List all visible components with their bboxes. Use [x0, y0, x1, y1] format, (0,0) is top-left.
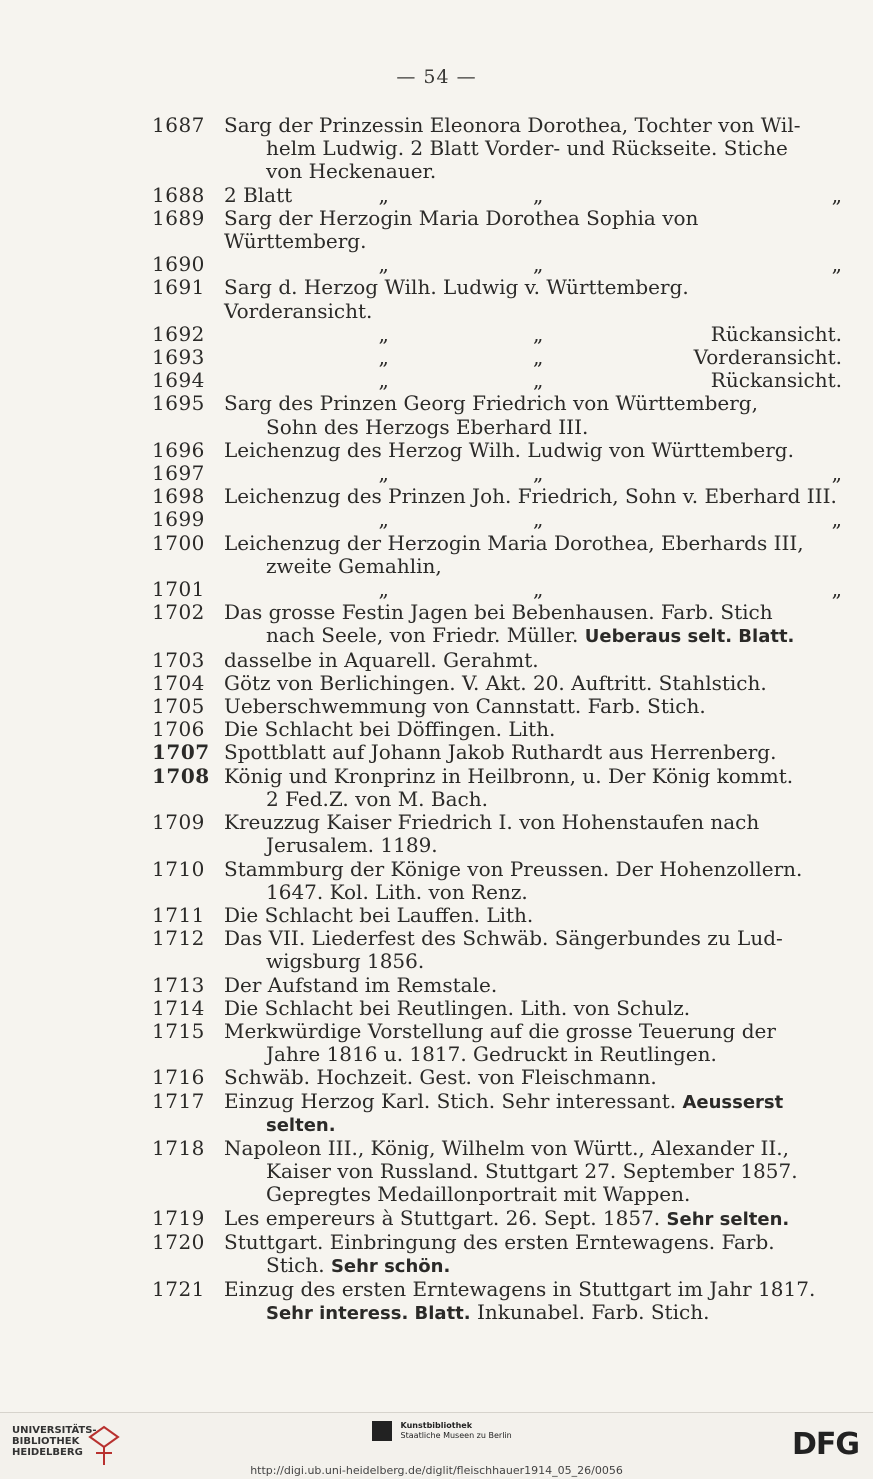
ditto-mark: [224, 462, 379, 485]
catalog-entry: [152, 578, 842, 601]
catalog-entry: [152, 1137, 842, 1207]
ditto-mark: [224, 323, 379, 346]
entry-line: Die Schlacht bei Reutlingen. Lith. von Schulz.: [224, 995, 691, 1020]
entry-text: [224, 927, 842, 973]
entry-text: [224, 649, 842, 672]
entry-text: [224, 765, 842, 811]
entry-text: [224, 1231, 842, 1278]
entry-line: Spottblatt auf Johann Jakob Ruthardt aus Herrenberg.: [224, 740, 777, 765]
ditto-mark: „: [378, 182, 389, 207]
ditto-mark: „: [831, 461, 842, 486]
entry-text: [224, 1066, 842, 1089]
catalog-entry: [152, 601, 842, 648]
entry-text: [224, 1137, 842, 1207]
entry-line: Leichenzug des Herzog Wilh. Ludwig von Württemberg.: [224, 437, 794, 462]
entry-line: Sohn des Herzogs Eberhard III.: [266, 414, 589, 439]
catalog-entry: [152, 485, 842, 508]
catalog-entry: [152, 114, 842, 184]
entry-text: [224, 974, 842, 997]
library-mark-icon: [88, 1423, 120, 1467]
entry-line-text: nach Seele, von Friedr. Müller.: [266, 623, 579, 648]
entry-text: [224, 323, 842, 346]
entry-number: 1710: [152, 856, 205, 881]
ditto-mark: „: [378, 321, 389, 346]
entry-line-text: Inkunabel. Farb. Stich.: [477, 1300, 710, 1325]
entry-line: Das VII. Liederfest des Schwäb. Sängerbundes zu Lud-: [224, 926, 783, 951]
entry-text: [224, 741, 842, 764]
catalog-entry: [152, 718, 842, 741]
entry-line: Ueberschwemmung von Cannstatt. Farb. Stich.: [224, 694, 706, 719]
entry-text: [224, 508, 842, 531]
ditto-mark: „: [831, 577, 842, 602]
ditto-line: [224, 253, 842, 276]
ditto-mark: [224, 346, 379, 369]
ditto-mark: [224, 578, 379, 601]
catalog-entry: [152, 858, 842, 904]
catalog-entry: [152, 323, 842, 346]
ditto-line: [224, 462, 842, 485]
entry-number: 1713: [152, 972, 205, 997]
catalog-entry: [152, 276, 842, 322]
entry-line: Die Schlacht bei Lauffen. Lith.: [224, 902, 534, 927]
catalog-entry: [152, 765, 842, 811]
entry-number: 1708: [152, 763, 210, 788]
entry-number: 1717: [152, 1088, 205, 1113]
entry-line: König und Kronprinz in Heilbronn, u. Der König kommt.: [224, 763, 794, 788]
catalog-entry: [152, 1207, 842, 1231]
entry-line: Götz von Berlichingen. V. Akt. 20. Auftritt. Stahlstich.: [224, 670, 767, 695]
entry-text: [224, 811, 842, 857]
entry-number: 1704: [152, 670, 205, 695]
ditto-line: [224, 184, 842, 207]
entry-number: 1697: [152, 461, 205, 486]
entry-text: [224, 1020, 842, 1066]
entry-number: 1718: [152, 1135, 205, 1160]
catalog-entry: [152, 927, 842, 973]
entry-number: 1705: [152, 694, 205, 719]
catalog-entry: [152, 672, 842, 695]
entry-line: dasselbe in Aquarell. Gerahmt.: [224, 647, 539, 672]
entry-text: [224, 392, 842, 438]
entry-line-text: Les empereurs à Stuttgart. 26. Sept. 1857.: [224, 1205, 661, 1230]
ditto-mark: „: [533, 461, 544, 486]
ditto-mark: [224, 369, 379, 392]
catalog-entry: [152, 1090, 842, 1137]
entry-text: [224, 114, 842, 184]
ditto-mark: „: [533, 252, 544, 277]
entry-line: Das grosse Festin Jagen bei Bebenhausen. Farb. Stich: [224, 600, 773, 625]
entry-line: Leichenzug des Prinzen Joh. Friedrich, Sohn v. Eberhard III.: [224, 484, 837, 509]
catalog-entry: [152, 253, 842, 276]
emphasis-note: Sehr schön.: [330, 1255, 451, 1277]
catalog-entry: [152, 649, 842, 672]
ditto-mark: „: [533, 507, 544, 532]
entry-number: 1719: [152, 1205, 205, 1230]
entry-number: 1699: [152, 507, 205, 532]
ditto-mark: „: [533, 577, 544, 602]
entry-number: 1694: [152, 368, 205, 393]
entry-text: [224, 184, 842, 207]
ditto-line: [224, 346, 842, 369]
entry-number: 1690: [152, 252, 205, 277]
catalog-entry: [152, 1231, 842, 1278]
entry-text: [224, 346, 842, 369]
catalog-entry: [152, 1066, 842, 1089]
entry-text: [224, 672, 842, 695]
entry-line: Leichenzug der Herzogin Maria Dorothea, Eberhards III,: [224, 530, 804, 555]
entry-line: wigsburg 1856.: [266, 949, 425, 974]
catalog-entry: [152, 346, 842, 369]
catalog-entry: [152, 741, 842, 764]
entry-number: 1702: [152, 600, 205, 625]
entry-line: Jerusalem. 1189.: [266, 833, 438, 858]
entry-number: 1709: [152, 810, 205, 835]
catalog-entry: [152, 974, 842, 997]
ditto-mark: „: [378, 345, 389, 370]
entry-number: 1715: [152, 1018, 205, 1043]
entry-line: Sarg des Prinzen Georg Friedrich von Württemberg,: [224, 391, 758, 416]
entry-line: [224, 1254, 842, 1278]
entry-line-text: Stich.: [266, 1252, 325, 1277]
catalog-entry: [152, 532, 842, 578]
catalog-entry: [152, 207, 842, 253]
entry-number: 1698: [152, 484, 205, 509]
ditto-mark: „: [378, 368, 389, 393]
entry-number: 1691: [152, 275, 205, 300]
entry-number: 1706: [152, 717, 205, 742]
ditto-mark: [224, 253, 379, 276]
entry-text: [224, 601, 842, 648]
footer-bar: [0, 1412, 873, 1479]
ditto-mark: „: [533, 182, 544, 207]
entry-number: 1695: [152, 391, 205, 416]
entry-text: [224, 276, 842, 322]
entry-text: [224, 253, 842, 276]
entry-number: 1707: [152, 740, 210, 765]
university-library-logo[interactable]: UNIVERSITÄTS- BIBLIOTHEK HEIDELBERG: [12, 1425, 97, 1458]
kunstbibliothek-logo[interactable]: Kunstbibliothek Staatliche Museen zu Berlin: [372, 1421, 512, 1441]
entry-number: 1693: [152, 345, 205, 370]
entry-number: 1712: [152, 926, 205, 951]
entry-line: Sarg der Prinzessin Eleonora Dorothea, Tochter von Wil-: [224, 113, 801, 137]
entry-line: [224, 1301, 842, 1325]
entry-line: 2 Fed.Z. von M. Bach.: [266, 786, 488, 811]
entry-line: Napoleon III., König, Wilhelm von Württ., Alexander II.,: [224, 1135, 789, 1160]
catalog-entry: [152, 811, 842, 857]
ditto-mark: [224, 508, 379, 531]
entry-line: Die Schlacht bei Döffingen. Lith.: [224, 717, 556, 742]
ditto-line: [224, 578, 842, 601]
entry-line: Merkwürdige Vorstellung auf die grosse Teuerung der: [224, 1018, 776, 1043]
entry-text: [224, 858, 842, 904]
entry-line: [224, 1090, 842, 1114]
entry-line: [224, 624, 842, 648]
page-number: — 54 —: [396, 66, 477, 88]
entry-text: [224, 1207, 842, 1231]
ditto-mark: „: [378, 577, 389, 602]
entry-line: helm Ludwig. 2 Blatt Vorder- und Rückseite. Stiche: [266, 136, 788, 161]
dfg-logo[interactable]: DFG: [791, 1427, 859, 1462]
entry-line: zweite Gemahlin,: [266, 553, 442, 578]
ditto-mark: „: [378, 252, 389, 277]
ditto-mark: 2 Blatt: [224, 182, 293, 207]
ditto-line: [224, 323, 842, 346]
entry-number: 1716: [152, 1065, 205, 1090]
catalog-list: [152, 114, 842, 1326]
entry-text: [224, 369, 842, 392]
entry-number: 1688: [152, 182, 205, 207]
ditto-mark: „: [533, 345, 544, 370]
ditto-mark: „: [378, 461, 389, 486]
entry-line-text: Einzug Herzog Karl. Stich. Sehr interessant.: [224, 1088, 677, 1113]
catalog-entry: [152, 1020, 842, 1066]
entry-number: 1696: [152, 437, 205, 462]
ditto-mark: „: [831, 252, 842, 277]
entry-line: Sarg der Herzogin Maria Dorothea Sophia von Württemberg.: [224, 205, 699, 254]
entry-line: Der Aufstand im Remstale.: [224, 972, 498, 997]
ditto-line: [224, 508, 842, 531]
ditto-mark: Rückansicht.: [710, 368, 842, 393]
entry-line: Gepregtes Medaillonportrait mit Wappen.: [266, 1182, 691, 1207]
entry-text: [224, 695, 842, 718]
entry-text: [224, 578, 842, 601]
entry-text: [224, 532, 842, 578]
entry-number: 1711: [152, 902, 205, 927]
ditto-mark: „: [533, 368, 544, 393]
entry-text: [224, 1278, 842, 1325]
entry-text: [224, 904, 842, 927]
emphasis-note: Ueberaus selt. Blatt.: [584, 626, 795, 648]
catalog-entry: [152, 997, 842, 1020]
source-url[interactable]: http://digi.ub.uni-heidelberg.de/diglit/fleischhauer1914_05_26/0056: [250, 1464, 623, 1477]
catalog-entry: [152, 462, 842, 485]
ditto-mark: „: [831, 507, 842, 532]
entry-line: Stuttgart. Einbringung des ersten Erntewagens. Farb.: [224, 1229, 775, 1254]
ditto-mark: „: [831, 182, 842, 207]
entry-number: 1692: [152, 321, 205, 346]
entry-text: [224, 718, 842, 741]
catalog-entry: [152, 184, 842, 207]
entry-number: 1720: [152, 1229, 205, 1254]
entry-line: 1647. Kol. Lith. von Renz.: [266, 879, 528, 904]
entry-number: 1714: [152, 995, 205, 1020]
entry-line: Sarg d. Herzog Wilh. Ludwig v. Württemberg. Vorderansicht.: [224, 275, 689, 323]
entry-text: [224, 1090, 842, 1137]
ditto-line: [224, 369, 842, 392]
entry-text: [224, 485, 842, 508]
entry-text: [224, 439, 842, 462]
entry-number: 1721: [152, 1277, 205, 1302]
ditto-mark: „: [533, 321, 544, 346]
ditto-mark: „: [378, 507, 389, 532]
entry-text: [224, 997, 842, 1020]
entry-line: [224, 1207, 842, 1231]
entry-number: 1689: [152, 205, 205, 230]
catalog-entry: [152, 1278, 842, 1325]
ditto-mark: Vorderansicht.: [693, 345, 842, 370]
catalog-entry: [152, 508, 842, 531]
entry-line: Stammburg der Könige von Preussen. Der Hohenzollern.: [224, 856, 803, 881]
entry-line: von Heckenauer.: [266, 159, 437, 184]
catalog-entry: [152, 369, 842, 392]
catalog-entry: [152, 439, 842, 462]
kunstbibliothek-square-icon: [372, 1421, 392, 1441]
entry-number: 1701: [152, 577, 205, 602]
emphasis-note: Sehr selten.: [666, 1208, 790, 1230]
entry-line: Kreuzzug Kaiser Friedrich I. von Hohenstaufen nach: [224, 810, 760, 835]
entry-line: Schwäb. Hochzeit. Gest. von Fleischmann.: [224, 1065, 657, 1090]
catalog-entry: [152, 904, 842, 927]
entry-number: 1700: [152, 530, 205, 555]
entry-number: 1703: [152, 647, 205, 672]
entry-line: Jahre 1816 u. 1817. Gedruckt in Reutlingen.: [266, 1042, 717, 1067]
entry-line: Einzug des ersten Erntewagens in Stuttgart im Jahr 1817.: [224, 1277, 816, 1302]
entry-text: [224, 462, 842, 485]
catalog-entry: [152, 392, 842, 438]
entry-line: Kaiser von Russland. Stuttgart 27. September 1857.: [266, 1159, 798, 1184]
entry-number: 1687: [152, 113, 205, 137]
ditto-mark: Rückansicht.: [710, 321, 842, 346]
catalog-entry: [152, 695, 842, 718]
emphasis-note: selten.: [266, 1114, 336, 1136]
emphasis-note: Aeusserst: [682, 1091, 784, 1113]
entry-text: [224, 207, 842, 253]
emphasis-note: Sehr interess. Blatt.: [266, 1303, 471, 1325]
